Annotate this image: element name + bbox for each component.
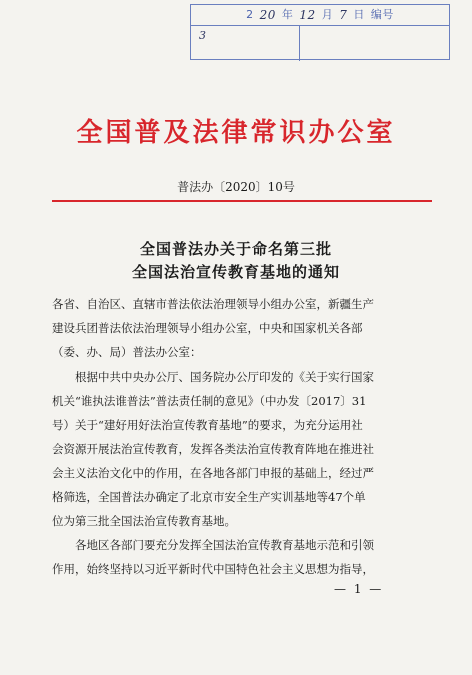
stamp-day-label: 日 — [353, 8, 365, 21]
red-divider — [52, 200, 432, 202]
paragraph-line: 位为第三批全国法治宣传教育基地。 — [52, 514, 236, 528]
receipt-stamp — [190, 4, 450, 60]
stamp-year-label: 年 — [281, 8, 294, 21]
stamp-month: 12 — [299, 8, 316, 22]
paragraph-2 — [52, 533, 430, 581]
paragraph-line: 会主义法治文化中的作用，在各地各部门申报的基础上，经过严 — [52, 466, 374, 480]
paragraph-line: 格筛选，全国普法办确定了北京市安全生产实训基地等47个单 — [52, 490, 366, 504]
stamp-year-hand: 20 — [259, 8, 276, 22]
paragraph-line: 机关“谁执法谁普法”普法责任制的意见》（中办发〔2017〕31 — [52, 394, 367, 408]
stamp-number-label: 编号 — [370, 8, 394, 21]
addressee-line: 各省、自治区、直辖市普法依法治理领导小组办公室，新疆生产 — [52, 297, 374, 311]
paragraph-line: 根据中共中央办公厅、国务院办公厅印发的《关于实行国家 — [52, 370, 374, 384]
stamp-serial: 3 — [199, 29, 206, 42]
stamp-month-label: 月 — [321, 8, 334, 21]
stamp-day: 7 — [339, 8, 348, 22]
stamp-year-prefix: 2 — [246, 8, 254, 21]
page-number: — 1 — — [334, 582, 384, 596]
paragraph-1 — [52, 365, 430, 533]
paragraph-line: 作用，始终坚持以习近平新时代中国特色社会主义思想为指导， — [52, 562, 374, 576]
addressee-block — [52, 292, 430, 364]
notice-title-line2: 全国法治宣传教育基地的通知 — [131, 263, 340, 281]
paragraph-line: 各地区各部门要充分发挥全国法治宣传教育基地示范和引领 — [52, 538, 374, 552]
notice-title-line1: 全国普法办关于命名第三批 — [139, 240, 332, 258]
addressee-line: 建设兵团普法依法治理领导小组办公室，中央和国家机关各部 — [52, 321, 363, 335]
addressee-line: （委、办、局）普法办公室： — [52, 345, 202, 359]
paragraph-line: 号）关于“建好用好法治宣传教育基地”的要求，为充分运用社 — [52, 418, 363, 432]
doc-number: 普法办〔2020〕10号 — [177, 180, 295, 194]
stamp-date-row — [191, 5, 449, 26]
paragraph-line: 会资源开展法治宣传教育，发挥各类法治宣传教育阵地在推进社 — [52, 442, 374, 456]
stamp-divider — [299, 25, 300, 61]
org-title: 全国普及法律常识办公室 — [76, 118, 396, 148]
